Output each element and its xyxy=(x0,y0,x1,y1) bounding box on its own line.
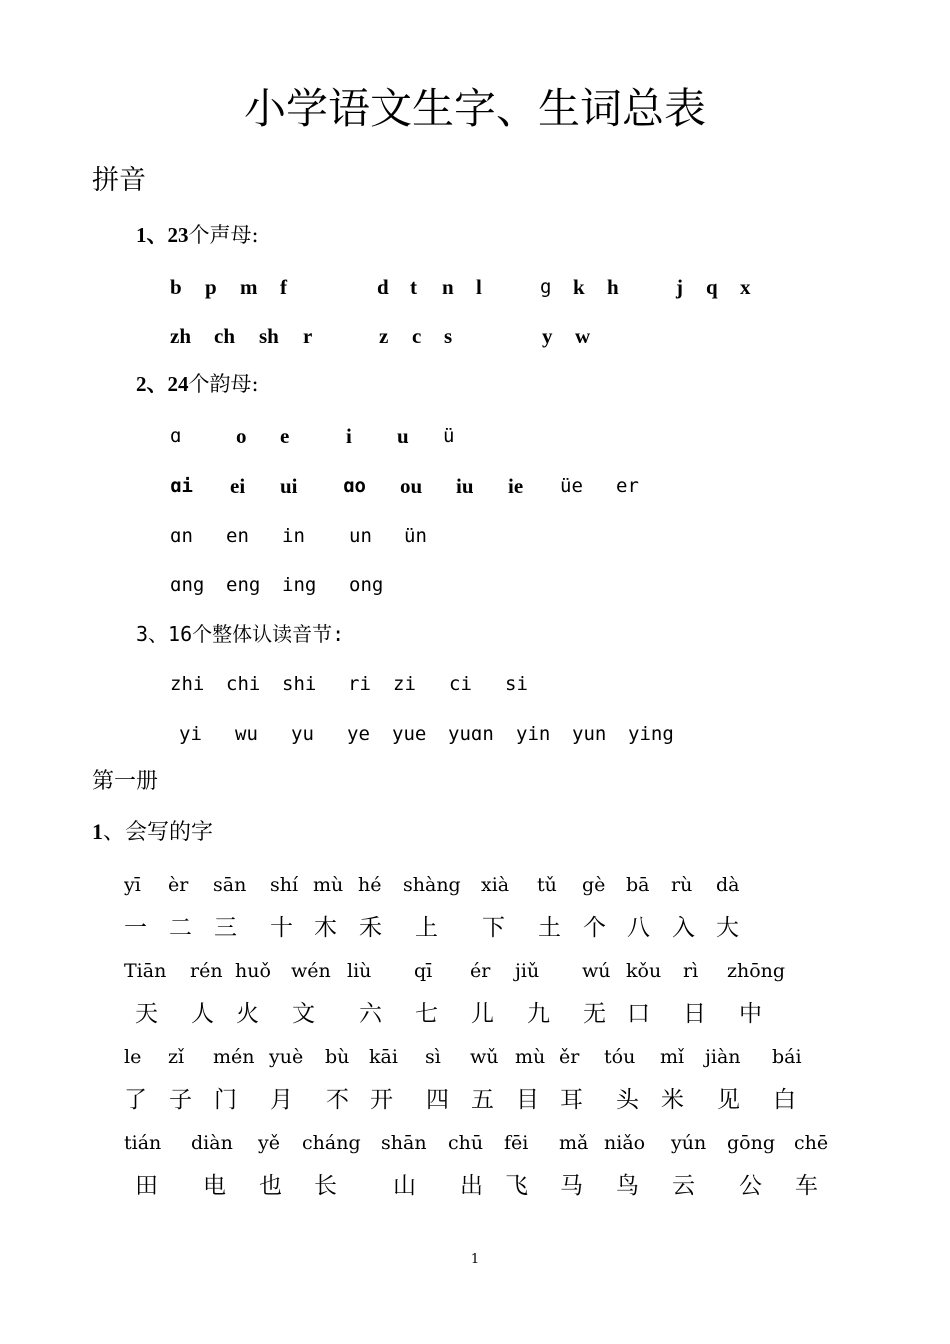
char-pinyin: rén xyxy=(190,960,223,982)
initial: w xyxy=(575,324,591,348)
initial: c xyxy=(412,324,422,348)
initial: m xyxy=(240,275,258,299)
whole-syllable: yu xyxy=(291,723,314,745)
write-characters-heading xyxy=(92,821,213,844)
hanzi: 天 xyxy=(135,1001,158,1027)
final: üe xyxy=(560,475,583,497)
whole-syllable: zhi xyxy=(170,673,205,695)
page-number: 1 xyxy=(470,1252,480,1267)
whole-syllable: si xyxy=(505,673,528,695)
hanzi: 开 xyxy=(370,1087,393,1113)
char-pinyin: jiàn xyxy=(705,1046,741,1068)
char-pinyin: xià xyxy=(481,874,510,896)
section-initials-label: 个声母: xyxy=(188,223,259,247)
char-pinyin: rù xyxy=(671,874,693,896)
hanzi: 个 xyxy=(583,915,606,941)
char-pinyin: mǎ xyxy=(559,1132,589,1154)
hanzi: 八 xyxy=(627,915,650,941)
book-one-heading: 第一册 xyxy=(92,769,159,794)
initial: s xyxy=(444,324,453,348)
whole-syllable: ye xyxy=(347,723,370,745)
hanzi: 一 xyxy=(124,915,147,941)
hanzi: 头 xyxy=(616,1087,639,1113)
initial: n xyxy=(442,275,454,299)
final: ie xyxy=(508,474,524,498)
whole-syllable: zi xyxy=(393,673,416,695)
final: ɑi xyxy=(170,475,193,497)
char-pinyin: wǔ xyxy=(470,1046,499,1068)
whole-syllable: wu xyxy=(235,723,258,745)
hanzi: 日 xyxy=(683,1001,706,1027)
section-initials-heading xyxy=(136,225,259,246)
hanzi: 公 xyxy=(739,1173,762,1199)
hanzi: 火 xyxy=(236,1001,259,1027)
hanzi: 门 xyxy=(214,1087,237,1113)
final: ün xyxy=(404,525,427,547)
char-pinyin: wú xyxy=(582,960,611,982)
final: eng xyxy=(226,574,261,596)
initial: z xyxy=(379,324,389,348)
initial: p xyxy=(205,275,217,299)
hanzi: 无 xyxy=(583,1001,606,1027)
final: e xyxy=(280,424,290,448)
char-pinyin: ér xyxy=(470,960,491,982)
final: i xyxy=(346,424,352,448)
char-pinyin: shí xyxy=(270,874,299,896)
hanzi: 二 xyxy=(169,915,192,941)
initial: q xyxy=(706,275,718,299)
initial: g xyxy=(540,276,552,298)
char-pinyin: chū xyxy=(448,1132,484,1154)
final: ü xyxy=(443,425,455,447)
final: er xyxy=(616,475,639,497)
hanzi: 也 xyxy=(259,1173,282,1199)
hanzi: 下 xyxy=(482,915,505,941)
hanzi: 口 xyxy=(627,1001,650,1027)
char-pinyin: kǒu xyxy=(626,960,662,982)
char-pinyin: yún xyxy=(671,1132,707,1154)
pinyin-heading: 拼音 xyxy=(92,165,146,196)
char-pinyin: kāi xyxy=(369,1046,398,1068)
hanzi: 了 xyxy=(124,1087,147,1113)
hanzi: 米 xyxy=(661,1087,684,1113)
char-pinyin: yuè xyxy=(269,1046,304,1068)
hanzi: 木 xyxy=(314,915,337,941)
whole-syllable: chi xyxy=(226,673,261,695)
char-pinyin: rì xyxy=(683,960,699,982)
hanzi: 白 xyxy=(773,1087,796,1113)
char-pinyin: cháng xyxy=(302,1132,361,1154)
final: ei xyxy=(230,474,246,498)
section-finals-label: 个韵母: xyxy=(188,372,259,396)
final: in xyxy=(282,525,305,547)
whole-syllable: shi xyxy=(282,673,317,695)
final: ing xyxy=(282,574,317,596)
initial: ch xyxy=(214,324,235,348)
hanzi: 耳 xyxy=(560,1087,583,1113)
final: ong xyxy=(349,574,384,596)
char-pinyin: mù xyxy=(313,874,344,896)
hanzi: 文 xyxy=(292,1001,315,1027)
initial: x xyxy=(740,275,751,299)
char-pinyin: mù xyxy=(515,1046,546,1068)
hanzi: 马 xyxy=(560,1173,583,1199)
hanzi: 见 xyxy=(717,1087,740,1113)
hanzi: 出 xyxy=(460,1173,483,1199)
section-initials-num: 1、23 xyxy=(136,223,189,247)
char-pinyin: gōng xyxy=(727,1132,776,1154)
hanzi: 长 xyxy=(314,1173,337,1199)
char-pinyin: jiǔ xyxy=(515,960,540,982)
char-pinyin: sān xyxy=(213,874,247,896)
hanzi: 中 xyxy=(739,1001,762,1027)
section-whole-syllables-heading: 3、16个整体认读音节: xyxy=(136,622,345,646)
hanzi: 儿 xyxy=(471,1001,494,1027)
final: ɑ xyxy=(170,425,182,447)
whole-syllable: ri xyxy=(348,673,371,695)
char-pinyin: sì xyxy=(425,1046,441,1068)
hanzi: 入 xyxy=(672,915,695,941)
whole-syllable: yun xyxy=(572,723,607,745)
final: ui xyxy=(280,474,298,498)
char-pinyin: mǐ xyxy=(660,1046,685,1068)
final: ɑng xyxy=(170,574,205,596)
final: ɑo xyxy=(343,475,366,497)
initial: b xyxy=(170,275,182,299)
final: ou xyxy=(400,474,423,498)
char-pinyin: liù xyxy=(347,960,372,982)
initial: r xyxy=(303,324,313,348)
hanzi: 月 xyxy=(270,1087,293,1113)
initial: j xyxy=(676,275,683,299)
initial: y xyxy=(542,324,553,348)
hanzi: 三 xyxy=(214,915,237,941)
char-pinyin: zhōng xyxy=(727,960,786,982)
hanzi: 子 xyxy=(169,1087,192,1113)
char-pinyin: huǒ xyxy=(235,960,271,982)
char-pinyin: niǎo xyxy=(604,1132,646,1154)
write-characters-num: 1 xyxy=(92,819,103,844)
char-pinyin: zǐ xyxy=(168,1046,185,1068)
write-characters-label: 、会写的字 xyxy=(103,820,214,845)
hanzi: 田 xyxy=(135,1173,158,1199)
final: en xyxy=(226,525,249,547)
char-pinyin: tóu xyxy=(604,1046,636,1068)
final: ɑn xyxy=(170,525,193,547)
char-pinyin: dà xyxy=(716,874,740,896)
char-pinyin: mén xyxy=(213,1046,255,1068)
initial: h xyxy=(607,275,619,299)
char-pinyin: ěr xyxy=(559,1046,580,1068)
hanzi: 土 xyxy=(538,915,561,941)
hanzi: 云 xyxy=(672,1173,695,1199)
final: iu xyxy=(456,474,474,498)
char-pinyin: diàn xyxy=(191,1132,233,1154)
initial: k xyxy=(573,275,585,299)
char-pinyin: tǔ xyxy=(537,874,557,896)
char-pinyin: wén xyxy=(291,960,331,982)
whole-syllable: yuɑn xyxy=(448,723,494,745)
char-pinyin: yě xyxy=(258,1132,280,1154)
final: u xyxy=(397,424,409,448)
char-pinyin: hé xyxy=(358,874,382,896)
char-pinyin: shàng xyxy=(403,874,461,896)
whole-syllable: yue xyxy=(392,723,427,745)
char-pinyin: fēi xyxy=(504,1132,529,1154)
initial: d xyxy=(377,275,389,299)
hanzi: 电 xyxy=(203,1173,226,1199)
hanzi: 五 xyxy=(471,1087,494,1113)
initial: l xyxy=(476,275,482,299)
char-pinyin: yī xyxy=(124,874,141,896)
initial: sh xyxy=(259,324,279,348)
char-pinyin: shān xyxy=(381,1132,427,1154)
hanzi: 鸟 xyxy=(616,1173,639,1199)
char-pinyin: Tiān xyxy=(124,960,167,982)
initial: f xyxy=(280,275,287,299)
char-pinyin: chē xyxy=(794,1132,829,1154)
final: o xyxy=(236,424,247,448)
char-pinyin: gè xyxy=(582,874,606,896)
section-finals-num: 2、24 xyxy=(136,372,189,396)
initial: zh xyxy=(170,324,191,348)
char-pinyin: qī xyxy=(414,960,433,982)
hanzi: 六 xyxy=(359,1001,382,1027)
char-pinyin: bā xyxy=(626,874,650,896)
hanzi: 飞 xyxy=(505,1173,528,1199)
hanzi: 大 xyxy=(716,915,739,941)
hanzi: 车 xyxy=(795,1173,818,1199)
hanzi: 禾 xyxy=(359,915,382,941)
char-pinyin: bù xyxy=(325,1046,350,1068)
whole-syllable: yin xyxy=(516,723,551,745)
hanzi: 上 xyxy=(415,915,438,941)
hanzi: 山 xyxy=(393,1173,416,1199)
whole-syllable: ci xyxy=(449,673,472,695)
section-finals-heading xyxy=(136,374,259,395)
hanzi: 人 xyxy=(191,1001,214,1027)
page-title: 小学语文生字、生词总表 xyxy=(243,84,706,133)
char-pinyin: tián xyxy=(124,1132,162,1154)
hanzi: 目 xyxy=(516,1087,539,1113)
final: un xyxy=(349,525,372,547)
char-pinyin: èr xyxy=(168,874,189,896)
initial: t xyxy=(410,275,417,299)
hanzi: 四 xyxy=(426,1087,449,1113)
whole-syllable: ying xyxy=(628,723,674,745)
char-pinyin: le xyxy=(124,1046,142,1068)
whole-syllable: yi xyxy=(179,723,202,745)
char-pinyin: bái xyxy=(772,1046,802,1068)
hanzi: 九 xyxy=(527,1001,550,1027)
hanzi: 七 xyxy=(415,1001,438,1027)
hanzi: 不 xyxy=(326,1087,349,1113)
hanzi: 十 xyxy=(270,915,293,941)
